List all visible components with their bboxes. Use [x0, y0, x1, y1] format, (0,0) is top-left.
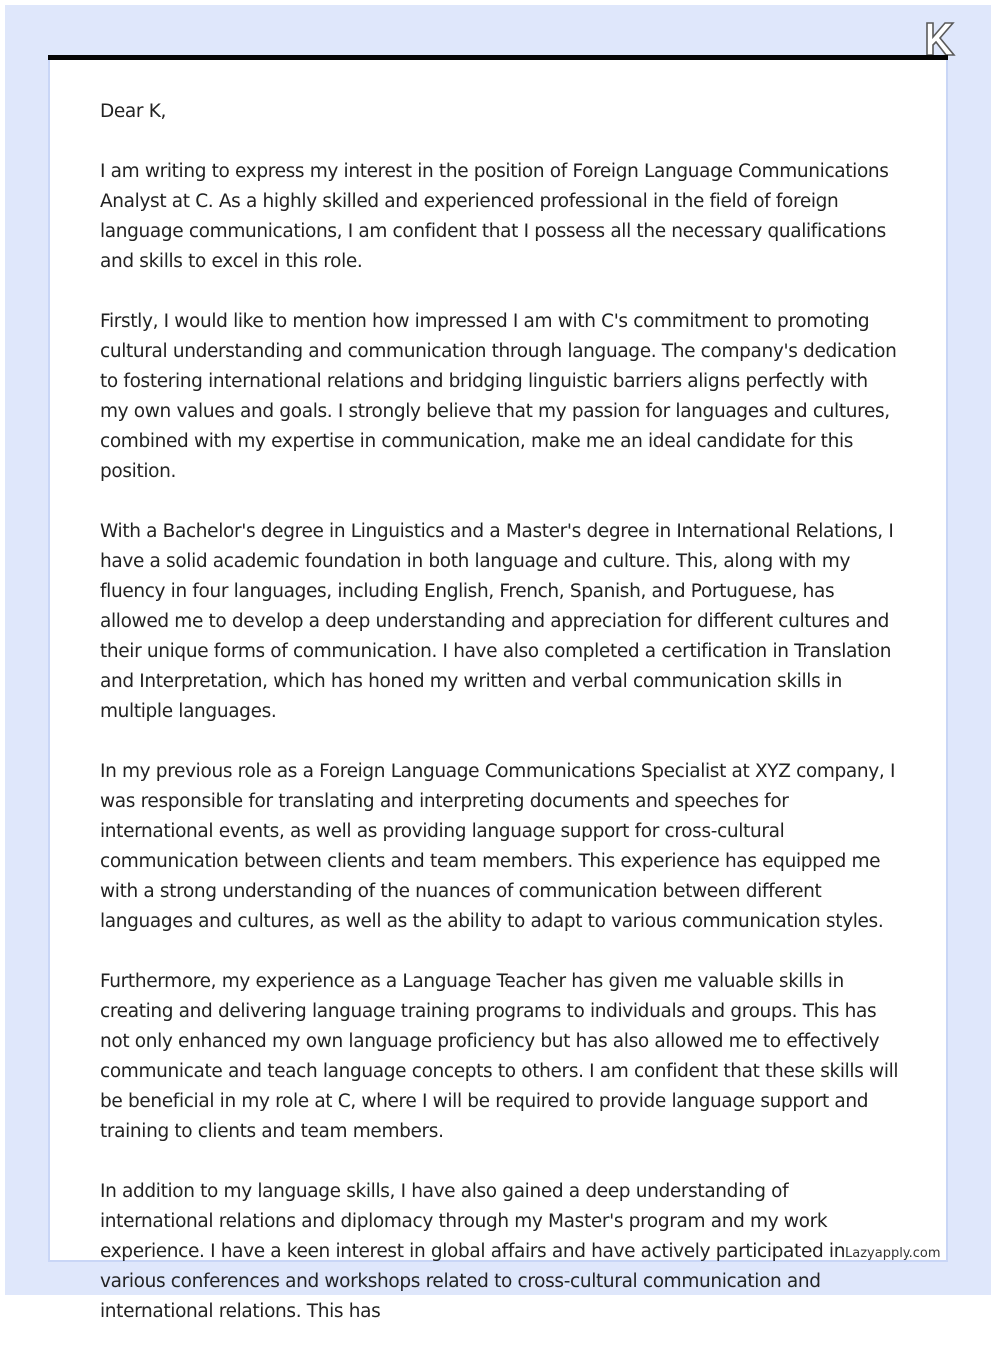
k-logo-icon — [923, 19, 957, 59]
paragraph-6: In addition to my language skills, I have also gained a deep understanding of international relations and diplomacy through my Master's program and my work experience. I have a keen interest in global affairs and have actively participated in various conferences and workshops related to cross-cultural communication and international relations. This has — [100, 1181, 846, 1322]
paragraph-1: I am writing to express my interest in the position of Foreign Language Communications Analyst at C. As a highly skilled and experienced professional in the field of foreign language communications, I am confident that I possess all the necessary qualifications and skills to excel in this role. — [100, 161, 889, 272]
page-background — [5, 5, 991, 1322]
cover-letter-body — [100, 97, 900, 1357]
watermark: Lazyapply.com — [845, 1246, 941, 1261]
paragraph-2: Firstly, I would like to mention how impressed I am with C's commitment to promoting cultural understanding and communication through language. The company's dedication to fostering international relations and bridging linguistic barriers aligns perfectly with my own values and goals. I strongly believe that my passion for languages and cultures, combined with my expertise in communication, make me an ideal candidate for this position. — [100, 311, 897, 482]
paragraph-5: Furthermore, my experience as a Language Teacher has given me valuable skills in creating and delivering language training programs to individuals and groups. This has not only enhanced my own language proficiency but has also allowed me to effectively communicate and teach language concepts to others. I am confident that these skills will be beneficial in my role at C, where I will be required to provide language support and training to clients and team members. — [100, 971, 899, 1142]
salutation: Dear K, — [100, 101, 167, 122]
paragraph-4: In my previous role as a Foreign Language Communications Specialist at XYZ company, I was responsible for translating and interpreting documents and speeches for international events, as well as providing language support for cross-cultural communication between clients and team members. This experience has equipped me with a strong understanding of the nuances of communication between different languages and cultures, as well as the ability to adapt to various communication styles. — [100, 761, 896, 932]
paragraph-3: With a Bachelor's degree in Linguistics and a Master's degree in International Relations, I have a solid academic foundation in both language and culture. This, along with my fluency in four languages, including English, French, Spanish, and Portuguese, has allowed me to develop a deep understanding and appreciation for different cultures and their unique forms of communication. I have also completed a certification in Translation and Interpretation, which has honed my written and verbal communication skills in multiple languages. — [100, 521, 894, 722]
